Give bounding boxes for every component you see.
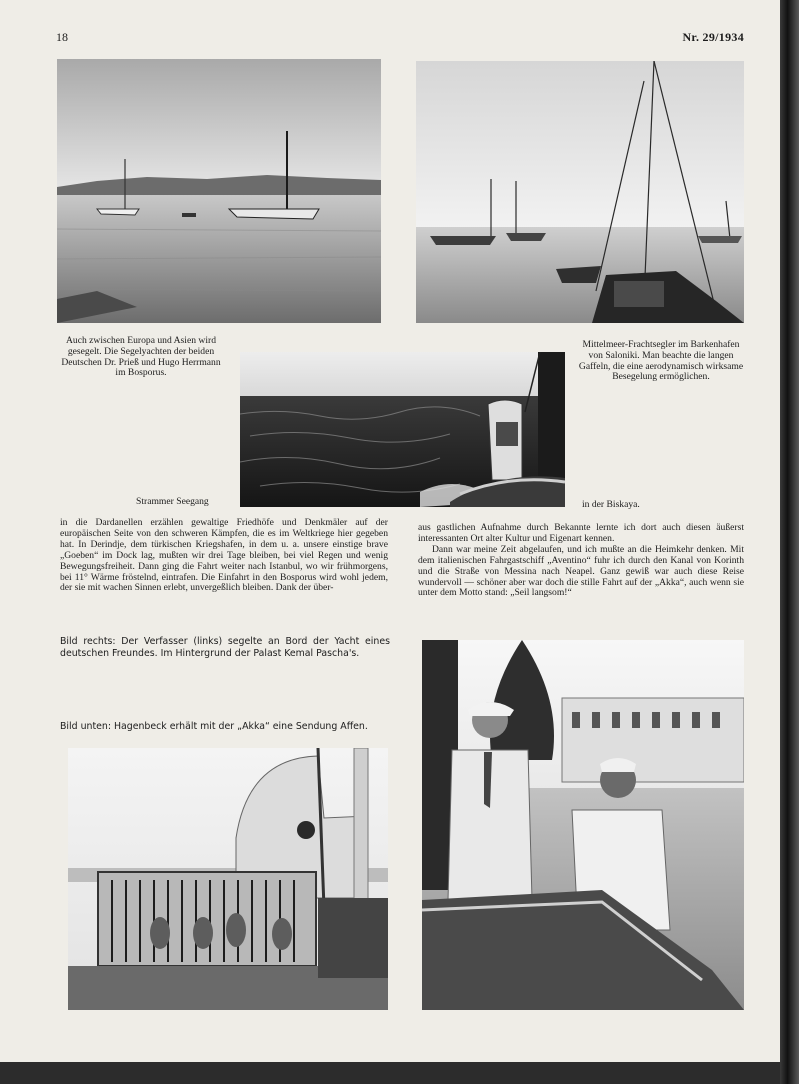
caption-seegang-left: Strammer Seegang xyxy=(136,496,209,507)
caption-seegang-right: in der Biskaya. xyxy=(582,499,640,510)
photo-saloniki-sailers xyxy=(416,61,744,323)
article-column-right xyxy=(418,523,744,599)
article-paragraph: in die Dardanellen erzählen gewaltige Friedhöfe und Denkmäler auf der europäischen Seite von den schweren Kämpfen, die es im Weltkriege hier gegeben hat. In Derindje, dem türkischen Kriegshafen, in dem u. a. unsere einstige brave „Goeben“ im Dock lag, mußten wir drei Tage bleiben, bei viel Regen und wenig Bewegungsfreiheit. Dann ging die Fahrt weiter nach Istanbul, wo wir frühmorgens, bei 11° Wärme fröstelnd, eintrafen. Die Einfahrt in den Bosporus wird wohl jedem, der sie mit wachen Sinnen erlebt, unvergeßlich bleiben. Dank der über- xyxy=(60,517,388,594)
caption-saloniki: Mittelmeer-Frachtsegler im Barkenhafen von Saloniki. Man beachte die langen Gaffeln, die eine aerodynamisch wirksame Besegelung ermöglichen. xyxy=(578,339,744,383)
page-binding-edge xyxy=(780,0,799,1084)
article-paragraph: aus gastlichen Aufnahme durch Bekannte lernte ich dort auch diesen äußerst interessanten Ort alter Kultur und Eigenart kennen. xyxy=(418,522,744,544)
caption-bosporus: Auch zwischen Europa und Asien wird gesegelt. Die Segelyachten der beiden Deutschen Dr. Prieß und Hugo Herrmann im Bosporus. xyxy=(61,335,221,379)
issue-number: Nr. 29/1934 xyxy=(682,30,744,44)
caption-bild-unten: Bild unten: Hagenbeck erhält mit der „Akka“ eine Sendung Affen. xyxy=(60,721,368,732)
scan-bottom-border xyxy=(0,1062,780,1084)
caption-bild-rechts: Bild rechts: Der Verfasser (links) segelte an Bord der Yacht eines deutschen Freundes. Im Hintergrund der Palast Kemal Pascha's. xyxy=(60,636,390,659)
photo-bosporus-yachts xyxy=(57,59,381,323)
photo-author-on-yacht xyxy=(422,640,744,1010)
article-column-left xyxy=(60,518,388,594)
article-paragraph: Dann war meine Zeit abgelaufen, und ich mußte an die Heimkehr denken. Mit dem italienischen Fahrgastschiff „Aventino“ fuhr ich durch den Kanal von Korinth und die Straße von Messina nach Neapel. Ganz gewiß war auch diese Reise wundervoll — schöner aber war doch die stille Fahrt auf der „Akka“, auch wenn sie unter dem Motto stand: „Seil langsom!“ xyxy=(418,543,744,599)
page-number: 18 xyxy=(56,30,68,44)
photo-monkey-cages xyxy=(68,748,388,1010)
photo-rough-sea-biscay xyxy=(240,352,565,507)
